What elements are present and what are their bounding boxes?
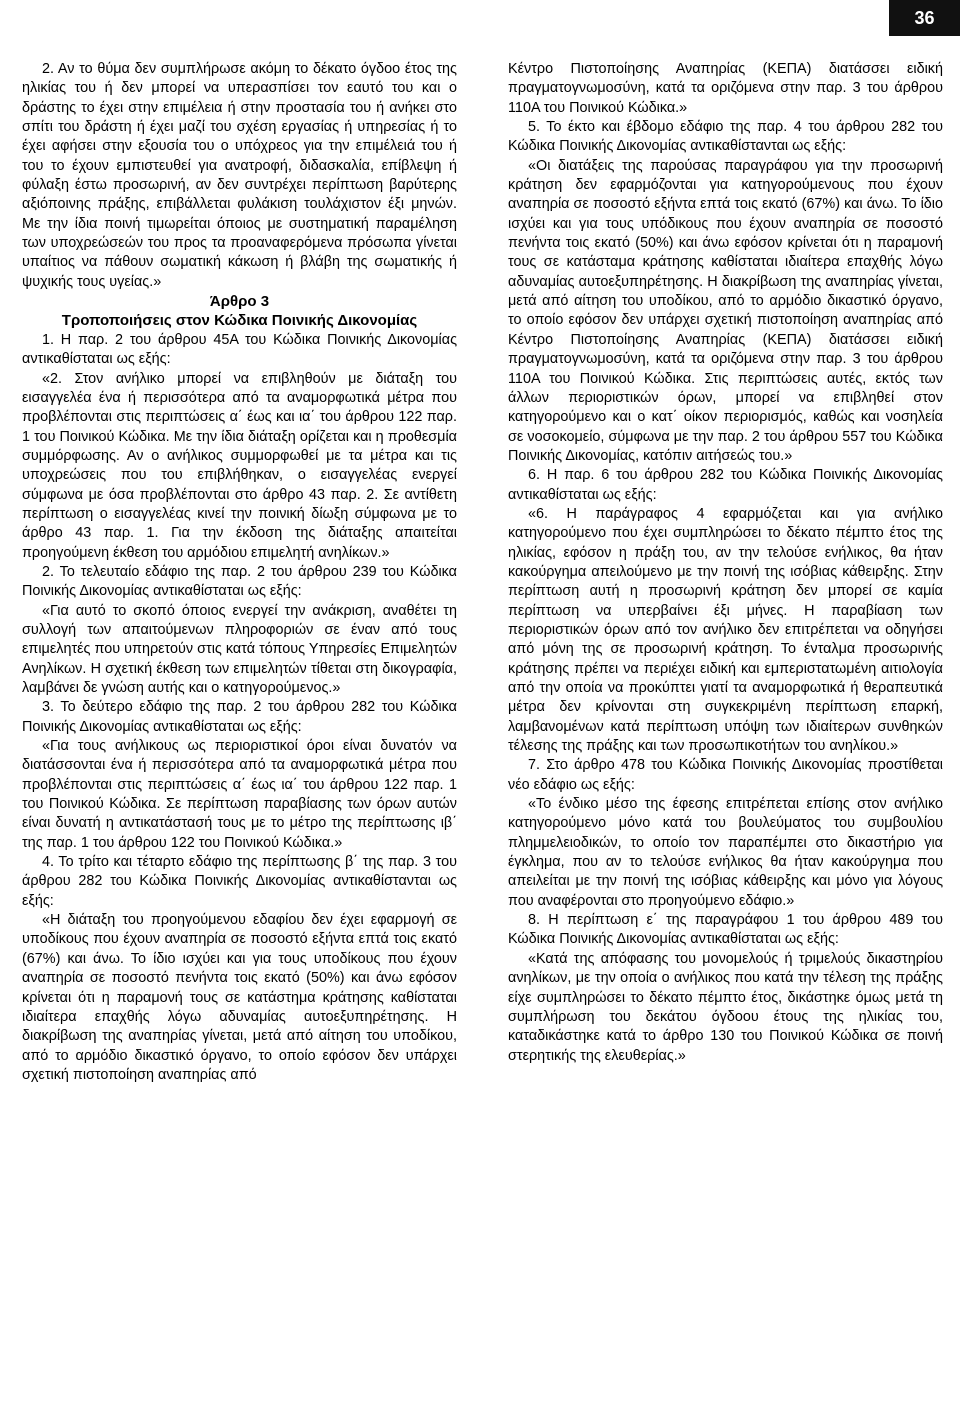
paragraph: 8. Η περίπτωση ε΄ της παραγράφου 1 του άρθρου 489 του Κώδικα Ποινικής Δικονομίας αντικαθίσταται ως εξής: — [508, 912, 943, 948]
intro-paragraph: 2. Αν το θύμα δεν συμπλήρωσε ακόμη το δέκατο όγδοο έτος της ηλικίας του ή δεν μπορεί να υπερασπίσει τον εαυτό του και ο δράστης το έχει στην επιμέλεια ή στην προστασία του ή ανήκει στο σπίτι του δράστη ή έχει μαζί του σχέση εργασίας ή υπηρεσίας ή το έχει αφήσει στην εξουσία του ο υπόχρεος για την επιμέλειά του ή του το έχουν εμπιστευθεί για ανατροφή, διδασκαλία, επίβλεψη ή φύλαξη έστω προσωρινή, αν δεν συντρέχει περίπτωση βαρύτερης αξιόποινης πράξης, επιβάλλεται φυλάκιση τουλάχιστον έξι μηνών. Με την ίδια ποινή τιμωρείται όποιος με συστηματική παραμέληση των υποχρεώσεών του προς τα προαναφερόμενα πρόσωπα γίνεται υπαίτιος να πάθουν σωματική κάκωση ή βλάβη της σωματικής ή ψυχικής τους υγείας.» — [22, 61, 457, 290]
paragraph: 1. Η παρ. 2 του άρθρου 45Α του Κώδικα Ποινικής Δικονομίας αντικαθίσταται ως εξής: — [22, 331, 457, 368]
paragraph: «Το ένδικο μέσο της έφεσης επιτρέπεται επίσης στον ανήλικο κατηγορούμενο μόνο κατά του βουλεύματος του συμβουλίου πλημμελειοδικών, το οποίο τον παραπέμπει στο δικαστήριο για έγκλημα, που αν το τελούσε ενήλικος θα ήταν κακούργημα που απειλείται με την ποινή της ισόβιας κάθειρξης και μόνο για λόγους που αναφέρονται στο προηγούμενο εδάφιο.» — [508, 796, 943, 909]
paragraph: 7. Στο άρθρο 478 του Κώδικα Ποινικής Δικονομίας προστίθεται νέο εδάφιο ως εξής: — [508, 757, 943, 793]
paragraph: «6. Η παράγραφος 4 εφαρμόζεται και για ανήλικο κατηγορούμενο που έχει συμπληρώσει το δέκατο πέμπτο έτος της ηλικίας, εφόσον η πράξη του, αν την τελούσε ενήλικος, θα ήταν κακούργημα απειλούμενο με την ποινή της ισόβιας κάθειρξης. Στην περίπτωση αυτή η προσωρινή κράτηση δεν μπορεί σε καμία περίπτωση να υπερβαίνει έξι μήνες. Η παραβίαση των περιοριστικών όρων από τον ανήλικο δεν επιτρέπεται να οδηγήσει από μόνη της σε προσωρινή κράτηση. Το ένταλμα προσωρινής κράτησης πρέπει να περιέχει ειδική και εμπεριστατωμένη αιτιολογία από την οποία να προκύπτει γιατί τα αναμορφωτικά ή θεραπευτικά μέτρα δεν κρίνονται στη συγκεκριμένη περίπτωση επαρκή, λαμβανομένων κατά περίπτωση υπόψη των ιδιαίτερων συνθηκών τέλεσης της πράξης και των προσωπικοτήτων του ανηλίκου.» — [508, 505, 943, 755]
paragraph: 5. Το έκτο και έβδομο εδάφιο της παρ. 4 του άρθρου 282 του Κώδικα Ποινικής Δικονομίας αντικαθίστανται ως εξής: — [508, 119, 943, 155]
paragraph: «Για τους ανήλικους ως περιοριστικοί όροι είναι δυνατόν να διατάσσονται ένα ή περισσότερα από τα αναμορφωτικά μέτρα που προβλέπονται στις περιπτώσεις α΄ έως ια΄ του άρθρου 122 παρ. 1 του Ποινικού Κώδικα. Σε περίπτωση παραβίασης των όρων αυτών είναι δυνατή η αντικατάστασή τους με το μέτρο της περίπτωσης ιβ΄ της παρ. 1 του άρθρου 122 του Ποινικού Κώδικα.» — [22, 738, 457, 851]
paragraph: 4. Το τρίτο και τέταρτο εδάφιο της περίπτωσης β΄ της παρ. 3 του άρθρου 282 του Κώδικα Ποινικής Δικονομίας αντικαθίστανται ως εξής: — [22, 854, 457, 909]
paragraph: «Κατά της απόφασης του μονομελούς ή τριμελούς δικαστηρίου ανηλίκων, με την οποία ο ανήλικος που κατά την τέλεση της πράξης είχε συμπληρώσει το δέκατο πέμπτο έτος, δικάστηκε όμως μετά τη συμπλήρωση του δεκάτου όγδοου έτους της ηλικίας του, καταδικάστηκε κατά το άρθρο 130 του Ποινικού Κώδικα σε ποινή στερητικής της ελευθερίας.» — [508, 950, 943, 1064]
paragraph: 3. Το δεύτερο εδάφιο της παρ. 2 του άρθρου 282 του Κώδικα Ποινικής Δικονομίας αντικαθίσταται ως εξής: — [22, 699, 457, 735]
paragraph: «2. Στον ανήλικο μπορεί να επιβληθούν με διάταξη του εισαγγελέα ένα ή περισσότερα από τα αναμορφωτικά μέτρα που προβλέπονται στις περιπτώσεις α΄ έως και ια΄ του άρθρου 122 παρ. 1 του Ποινικού Κώδικα. Με την ίδια διάταξη ορίζεται και η προθεσμία συμμόρφωσης. Αν ο ανήλικος συμμορφωθεί με τα μέτρα και τις υποχρεώσεις που του επιβλήθηκαν, ο εισαγγελέας ενεργεί σύμφωνα με όσα προβλέπονται στο άρθρο 43 παρ. 2. Σε αντίθετη περίπτωση ο εισαγγελέας κινεί την ποινική δίωξη σύμφωνα με το άρθρο 43 παρ. 1. Για την έκδοση της διάταξης απαιτείται προηγούμενη έκθεση του αρμόδιου επιμελητή ανηλίκων.» — [22, 370, 457, 561]
right-column — [508, 60, 943, 1066]
paragraph: 6. Η παρ. 6 του άρθρου 282 του Κώδικα Ποινικής Δικονομίας αντικαθίσταται ως εξής: — [508, 467, 943, 503]
paragraph: «Για αυτό το σκοπό όποιος ενεργεί την ανάκριση, αναθέτει τη συλλογή των απαιτούμενων πληροφοριών σε έναν από τους επιμελητές που υπηρετούν στις κατά τόπους Υπηρεσίες Επιμελητών Ανηλίκων. Η σχετική έκθεση των επιμελητών τίθεται στη δικογραφία, λαμβάνει δε γνώση αυτής και ο κατηγορούμενος.» — [22, 602, 457, 696]
paragraph: «Οι διατάξεις της παρούσας παραγράφου για την προσωρινή κράτηση δεν εφαρμόζονται για κατηγορούμενους που έχουν αναπηρία σε ποσοστό εξήντα επτά τοις εκατό (67%) και άνω. Το ίδιο ισχύει και για τους υπόδικους που έχουν αναπηρία σε ποσοστό πενήντα τοις εκατό (50%) και άνω εφόσον κρίνεται ότι η παραμονή τους σε κατάσταμα κράτησης καθίσταται ιδιαίτερα επαχθής λόγω αδυναμίας αυτοεξυπηρέτησης. Η διακρίβωση της αναπηρίας γίνεται, μετά από αίτηση του υποδίκου, από το αρμόδιο δικαστικό όργανο, το οποίο εφόσον δεν υπάρχει σχετική πιστοποίηση αναπηρίας από Κέντρο Πιστοποίησης Αναπηρίας (ΚΕΠΑ) διατάσσει ειδική πραγματογνωμοσύνη, κατά τα οριζόμενα στην παρ. 3 του άρθρου 110Α του Ποινικού Κώδικα. Στις περιπτώσεις αυτές, εκτός των άλλων περιοριστικών όρων, μπορεί να επιβληθεί στον κατηγορούμενο και ο κατ΄ οίκον περιορισμός, καθώς και νοσηλεία σε νοσοκομείο, σύμφωνα με την παρ. 2 του άρθρου 557 του Κώδικα Ποινικής Δικονομίας, κατόπιν αιτήσεώς του.» — [508, 157, 943, 464]
article-number: Άρθρο 3 — [209, 293, 270, 311]
article-title: Τροποποιήσεις στον Κώδικα Ποινικής Δικονομίας — [61, 312, 418, 330]
paragraph: «Η διάταξη του προηγούμενου εδαφίου δεν έχει εφαρμογή σε υποδίκους που έχουν αναπηρία σε ποσοστό εξήντα επτά τοις εκατό (67%) και άνω. Το ίδιο ισχύει και για τους υποδίκους που έχουν αναπηρία σε ποσοστό πενήντα τοις εκατό (50%) και άνω εφόσον κρίνεται ότι η παραμονή τους σε κατάστημα κράτησης καθίσταται ιδιαίτερα επαχθής λόγω αδυναμίας αυτοεξυπηρέτησης. Η διακρίβωση της αναπηρίας γίνεται, μετά από αίτηση του υποδίκου, από το αρμόδιο δικαστικό όργανο, το οποίο εφόσον δεν υπάρχει σχετική πιστοποίηση αναπηρίας από — [22, 912, 457, 1083]
left-column — [22, 60, 457, 1085]
paragraph: Κέντρο Πιστοποίησης Αναπηρίας (ΚΕΠΑ) διατάσσει ειδική πραγματογνωμοσύνη, κατά τα οριζόμενα στην παρ. 3 του άρθρου 110Α του Ποινικού Κώδικα.» — [508, 61, 943, 116]
paragraph: 2. Το τελευταίο εδάφιο της παρ. 2 του άρθρου 239 του Κώδικα Ποινικής Δικονομίας αντικαθίσταται ως εξής: — [22, 563, 457, 600]
page-number: 36 — [889, 0, 960, 36]
